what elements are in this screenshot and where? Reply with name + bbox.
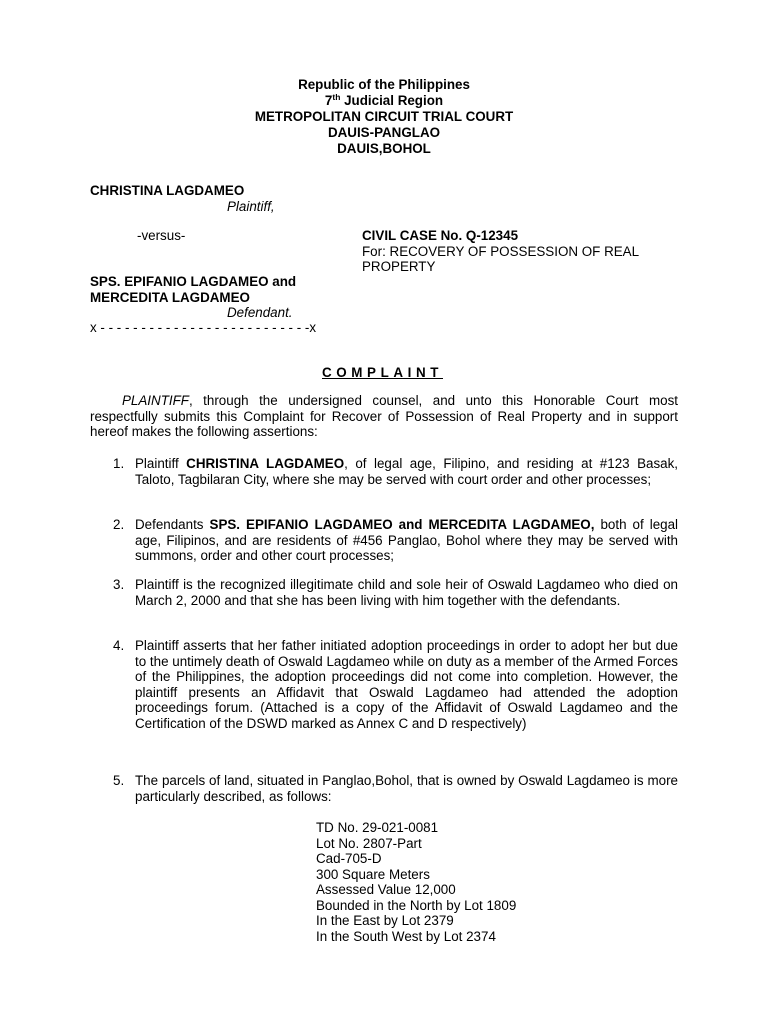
intro-lead: PLAINTIFF: [122, 393, 189, 408]
case-number: CIVIL CASE No. Q-12345: [362, 228, 519, 243]
property-assessed-value: Assessed Value 12,000: [316, 882, 456, 897]
property-area: 300 Square Meters: [316, 866, 430, 882]
plaintiff-role: Plaintiff,: [227, 199, 275, 214]
item-number: 2.: [113, 517, 125, 532]
property-lot-number: Lot No. 2807-Part: [316, 835, 422, 851]
list-item: [113, 638, 678, 731]
item-number: 3.: [113, 577, 125, 592]
region-number: 7: [324, 93, 333, 108]
plaintiff-name: CHRISTINA LAGDAMEO: [90, 183, 245, 198]
property-td-number: TD No. 29-021-0081: [316, 820, 439, 835]
item-text-bold: SPS. EPIFANIO LAGDAMEO and MERCEDITA LAGDAMEO,: [209, 517, 595, 532]
property-boundary-north: Bounded in the North by Lot 1809: [316, 897, 517, 913]
property-cadastral: Cad-705-D: [316, 851, 382, 866]
item-text: [135, 577, 678, 608]
intro-text: , through the undersigned counsel, and unto this Honorable Court most respectfully submits this Complaint for Recover of Possession of Real Property and in support hereof makes the following assertions:: [90, 393, 678, 439]
list-item: [113, 773, 678, 804]
case-nature-line2: PROPERTY: [362, 259, 436, 274]
list-item: [113, 577, 678, 608]
item-text: [135, 456, 678, 487]
item-text-pre: Plaintiff is the recognized illegitimate child and sole heir of Oswald Lagdameo who died on March 2, 2000 and that she has been living with him together with the defendants.: [135, 577, 678, 608]
item-text: [135, 773, 678, 804]
item-text-pre: Defendants: [135, 517, 210, 532]
defendant-name-line1: SPS. EPIFANIO LAGDAMEO and: [90, 274, 297, 289]
item-text-post: both of legal age, Filipinos, and are residents of #456 Panglao, Bohol where they may be served with summons, order and other court processes;: [135, 517, 679, 563]
header-court-location: DAUIS-PANGLAO: [327, 125, 441, 140]
header-court-city: DAUIS,BOHOL: [337, 141, 431, 156]
defendant-role: Defendant.: [227, 305, 293, 320]
item-number: 5.: [113, 773, 125, 788]
region-label: Judicial Region: [340, 93, 444, 108]
header-court-name: METROPOLITAN CIRCUIT TRIAL COURT: [254, 109, 514, 124]
item-text: [135, 517, 678, 564]
property-boundary-east: In the East by Lot 2379: [316, 913, 454, 928]
intro-paragraph: [90, 393, 678, 440]
caption-separator: x - - - - - - - - - - - - - - - - - - - - - - - - - -x: [90, 320, 317, 335]
property-boundary-southwest: In the South West by Lot 2374: [316, 928, 496, 944]
case-nature-line1: For: RECOVERY OF POSSESSION OF REAL: [362, 244, 640, 259]
list-item: [113, 517, 678, 564]
item-text-post: , of legal age, Filipino, and residing at #123 Basak, Taloto, Tagbilaran City, where she may be served with court order and other processes;: [135, 456, 679, 487]
versus-label: -versus-: [137, 228, 186, 243]
item-text-bold: CHRISTINA LAGDAMEO: [186, 456, 345, 471]
list-item: [113, 456, 678, 487]
item-text-pre: Plaintiff asserts that her father initiated adoption proceedings in order to adopt her but due to the untimely death of Oswald Lagdameo while on duty as a member of the Armed Forces of the Philippines, the adoption proceedings did not come into completion. However, the plaintiff presents an Affidavit that Oswald Lagdameo had attended the adoption proceedings forum. (Attached is a copy of the Affidavit of Oswald Lagdameo and the Certification of the DSWD marked as Annex C and D respectively): [135, 638, 678, 731]
court-header: [0, 77, 768, 157]
item-number: 4.: [113, 638, 125, 653]
item-number: 1.: [113, 456, 125, 471]
complaint-title: COMPLAINT: [322, 365, 443, 380]
item-text-pre: The parcels of land, situated in Panglao,Bohol, that is owned by Oswald Lagdameo is more particularly described, as follows:: [135, 773, 678, 804]
item-text-pre: Plaintiff: [135, 456, 187, 471]
header-republic: Republic of the Philippines: [298, 77, 470, 92]
item-text: [135, 638, 678, 731]
region-ordinal-suffix: th: [332, 92, 341, 102]
property-description: [316, 820, 516, 944]
header-judicial-region: [0, 93, 768, 109]
defendant-name-line2: MERCEDITA LAGDAMEO: [90, 290, 250, 305]
